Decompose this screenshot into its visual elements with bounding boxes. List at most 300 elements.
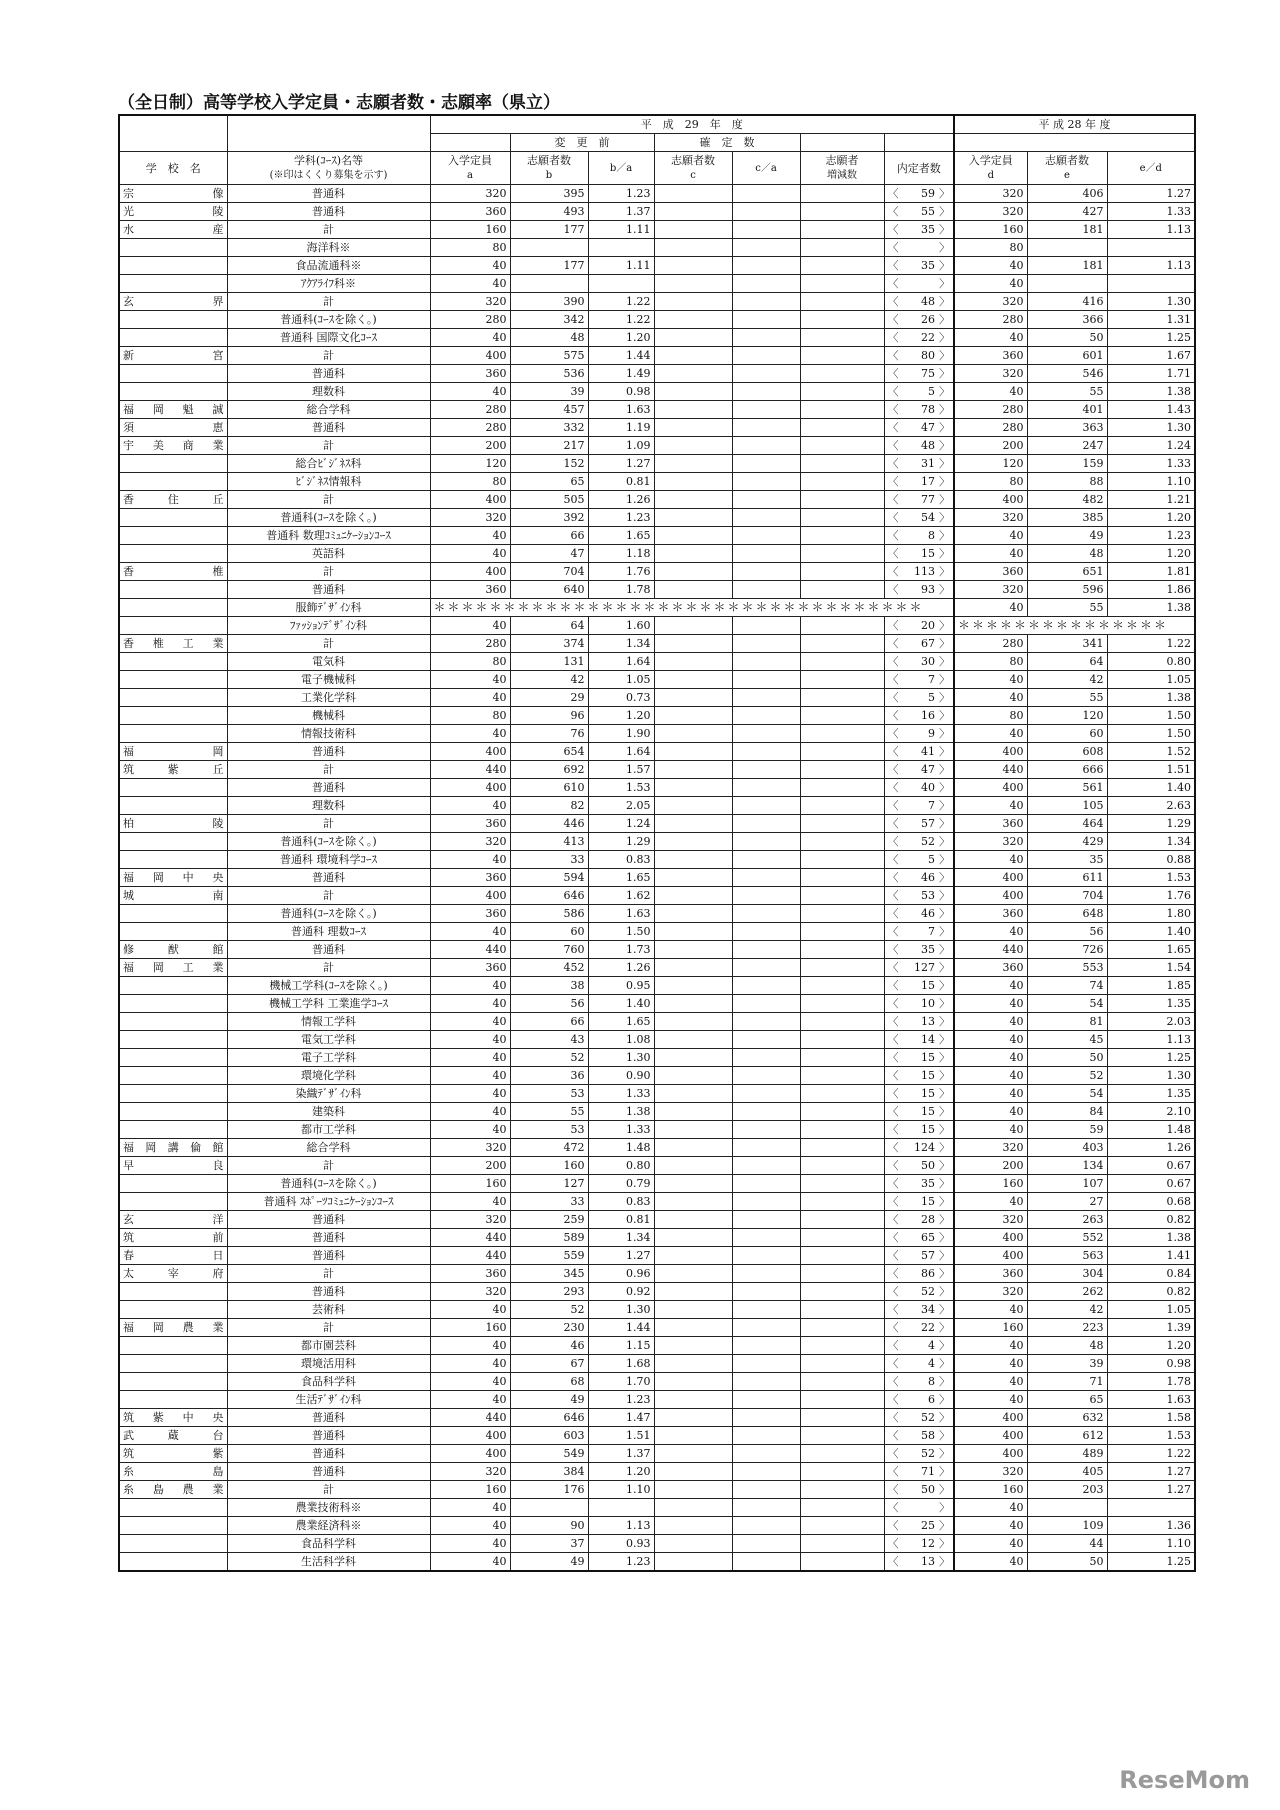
capacity-29: 40 bbox=[430, 1013, 510, 1031]
ratio-28: 1.20 bbox=[1107, 545, 1195, 563]
dept-name: 計 bbox=[227, 293, 430, 311]
dept-name: 普通科 bbox=[227, 1409, 430, 1427]
bracket-right: 〉 bbox=[939, 763, 951, 776]
bracket-right: 〉 bbox=[939, 457, 951, 470]
ratio-confirmed bbox=[732, 185, 800, 203]
capacity-29: 40 bbox=[430, 1067, 510, 1085]
capacity-29: 360 bbox=[430, 365, 510, 383]
bracket-left: 〈 bbox=[887, 1555, 899, 1568]
ratio-before: 0.73 bbox=[588, 689, 654, 707]
applicants-28: 223 bbox=[1027, 1319, 1107, 1337]
capacity-28: 160 bbox=[954, 1175, 1027, 1193]
ratio-before: 1.10 bbox=[588, 1481, 654, 1499]
applicants-diff bbox=[800, 419, 884, 437]
ratio-28: 1.05 bbox=[1107, 671, 1195, 689]
dept-name: 生活科学科 bbox=[227, 1553, 430, 1572]
applicants-before: 131 bbox=[510, 653, 588, 671]
applicants-before: 457 bbox=[510, 401, 588, 419]
bracket-left: 〈 bbox=[887, 583, 899, 596]
naitei-value: 58 bbox=[921, 1429, 936, 1442]
applicants-28: 482 bbox=[1027, 491, 1107, 509]
ratio-before: 0.83 bbox=[588, 1193, 654, 1211]
ratio-before: 0.92 bbox=[588, 1283, 654, 1301]
bracket-left: 〈 bbox=[887, 313, 899, 326]
dept-name: 普通科 ｽﾎﾟｰﾂｺﾐｭﾆｹｰｼｮﾝｺｰｽ bbox=[227, 1193, 430, 1211]
naitei-value: 8 bbox=[928, 529, 936, 542]
naitei-value: 15 bbox=[921, 1123, 936, 1136]
bracket-left: 〈 bbox=[887, 1501, 899, 1514]
ratio-28: 2.03 bbox=[1107, 1013, 1195, 1031]
naitei-count bbox=[884, 257, 954, 275]
applicants-before: 586 bbox=[510, 905, 588, 923]
table-row bbox=[119, 1301, 1195, 1319]
applicants-before: 82 bbox=[510, 797, 588, 815]
ratio-before: 1.48 bbox=[588, 1139, 654, 1157]
applicants-confirmed bbox=[654, 257, 732, 275]
ratio-28: 1.25 bbox=[1107, 329, 1195, 347]
ratio-confirmed bbox=[732, 563, 800, 581]
table-row bbox=[119, 977, 1195, 995]
ratio-28: 0.82 bbox=[1107, 1211, 1195, 1229]
capacity-29: 320 bbox=[430, 1139, 510, 1157]
applicants-diff bbox=[800, 347, 884, 365]
capacity-29: 40 bbox=[430, 1553, 510, 1572]
naitei-count bbox=[884, 1319, 954, 1337]
capacity-28: 40 bbox=[954, 1013, 1027, 1031]
ratio-before: 1.37 bbox=[588, 1445, 654, 1463]
capacity-28: 320 bbox=[954, 365, 1027, 383]
bracket-right: 〉 bbox=[939, 925, 951, 938]
applicants-28: 50 bbox=[1027, 1049, 1107, 1067]
capacity-28: 400 bbox=[954, 1445, 1027, 1463]
header-blank-28 bbox=[954, 134, 1195, 152]
header-ratio-before: b／a bbox=[588, 152, 654, 185]
bracket-left: 〈 bbox=[887, 925, 899, 938]
dept-name: 電気科 bbox=[227, 653, 430, 671]
applicants-before: 594 bbox=[510, 869, 588, 887]
bracket-left: 〈 bbox=[887, 421, 899, 434]
applicants-28: 84 bbox=[1027, 1103, 1107, 1121]
naitei-count bbox=[884, 1409, 954, 1427]
dept-name: 普通科 bbox=[227, 941, 430, 959]
ratio-28: 1.22 bbox=[1107, 635, 1195, 653]
applicants-confirmed bbox=[654, 383, 732, 401]
bracket-left: 〈 bbox=[887, 1033, 899, 1046]
applicants-confirmed bbox=[654, 959, 732, 977]
applicants-28: 159 bbox=[1027, 455, 1107, 473]
applicants-28: 203 bbox=[1027, 1481, 1107, 1499]
table-row bbox=[119, 1283, 1195, 1301]
capacity-29: 360 bbox=[430, 815, 510, 833]
naitei-count bbox=[884, 1301, 954, 1319]
bracket-left: 〈 bbox=[887, 1411, 899, 1424]
ratio-confirmed bbox=[732, 797, 800, 815]
bracket-right: 〉 bbox=[939, 889, 951, 902]
ratio-confirmed bbox=[732, 257, 800, 275]
ratio-before: 1.64 bbox=[588, 653, 654, 671]
capacity-28: 320 bbox=[954, 509, 1027, 527]
table-row bbox=[119, 1427, 1195, 1445]
school-name-continued bbox=[119, 617, 227, 635]
applicants-before: 559 bbox=[510, 1247, 588, 1265]
ratio-confirmed bbox=[732, 581, 800, 599]
applicants-28: 107 bbox=[1027, 1175, 1107, 1193]
naitei-value: 12 bbox=[921, 1537, 936, 1550]
applicants-28: 363 bbox=[1027, 419, 1107, 437]
ratio-before: 1.34 bbox=[588, 1229, 654, 1247]
ratio-28: 1.13 bbox=[1107, 257, 1195, 275]
bracket-left: 〈 bbox=[887, 1051, 899, 1064]
applicants-28: 726 bbox=[1027, 941, 1107, 959]
naitei-count bbox=[884, 941, 954, 959]
table-row bbox=[119, 293, 1195, 311]
bracket-left: 〈 bbox=[887, 781, 899, 794]
bracket-right: 〉 bbox=[939, 1087, 951, 1100]
bracket-left: 〈 bbox=[887, 1213, 899, 1226]
applicants-diff bbox=[800, 1175, 884, 1193]
naitei-value: 47 bbox=[921, 421, 936, 434]
naitei-value: 22 bbox=[921, 1321, 936, 1334]
bracket-right: 〉 bbox=[939, 1447, 951, 1460]
school-name-continued bbox=[119, 1373, 227, 1391]
applicants-diff bbox=[800, 545, 884, 563]
ratio-28: 0.84 bbox=[1107, 1265, 1195, 1283]
applicants-confirmed bbox=[654, 1463, 732, 1481]
bracket-left: 〈 bbox=[887, 655, 899, 668]
capacity-29: 40 bbox=[430, 1535, 510, 1553]
bracket-right: 〉 bbox=[939, 1051, 951, 1064]
school-name-continued bbox=[119, 995, 227, 1013]
ratio-28: 1.40 bbox=[1107, 923, 1195, 941]
naitei-value: 15 bbox=[921, 547, 936, 560]
dept-name: 普通科 bbox=[227, 779, 430, 797]
ratio-confirmed bbox=[732, 1409, 800, 1427]
school-name-continued bbox=[119, 1301, 227, 1319]
bracket-left: 〈 bbox=[887, 187, 899, 200]
bracket-left: 〈 bbox=[887, 1483, 899, 1496]
applicants-28: 49 bbox=[1027, 527, 1107, 545]
naitei-value: 71 bbox=[921, 1465, 936, 1478]
bracket-right: 〉 bbox=[939, 1231, 951, 1244]
naitei-value: 15 bbox=[921, 1051, 936, 1064]
bracket-left: 〈 bbox=[887, 1321, 899, 1334]
naitei-value: 57 bbox=[921, 817, 936, 830]
applicants-diff bbox=[800, 617, 884, 635]
ratio-before: 1.30 bbox=[588, 1049, 654, 1067]
applicants-28: 429 bbox=[1027, 833, 1107, 851]
ratio-before: 1.65 bbox=[588, 1013, 654, 1031]
applicants-28: 50 bbox=[1027, 329, 1107, 347]
capacity-28: 40 bbox=[954, 275, 1027, 293]
school-name: 香椎工業 bbox=[119, 635, 227, 653]
header-dept-label: 学科(ｺｰｽ)名等 (※印はくくり募集を示す) bbox=[227, 152, 430, 185]
ratio-before: 0.83 bbox=[588, 851, 654, 869]
applicants-before: 392 bbox=[510, 509, 588, 527]
ratio-before: 1.50 bbox=[588, 923, 654, 941]
dept-name: ﾌｧｯｼｮﾝﾃﾞｻﾞｲﾝ科 bbox=[227, 617, 430, 635]
dept-name: 普通科 bbox=[227, 1445, 430, 1463]
table-row bbox=[119, 1067, 1195, 1085]
applicants-confirmed bbox=[654, 491, 732, 509]
bracket-right: 〉 bbox=[939, 313, 951, 326]
dept-name: 計 bbox=[227, 347, 430, 365]
naitei-count bbox=[884, 329, 954, 347]
capacity-29: 440 bbox=[430, 761, 510, 779]
naitei-count bbox=[884, 1049, 954, 1067]
naitei-value: 9 bbox=[928, 727, 936, 740]
header-school bbox=[119, 115, 227, 152]
naitei-value: 8 bbox=[928, 1375, 936, 1388]
applicants-diff bbox=[800, 275, 884, 293]
ratio-confirmed bbox=[732, 1013, 800, 1031]
applicants-diff bbox=[800, 995, 884, 1013]
table-row bbox=[119, 275, 1195, 293]
applicants-28: 563 bbox=[1027, 1247, 1107, 1265]
dept-name: 計 bbox=[227, 491, 430, 509]
applicants-diff bbox=[800, 1157, 884, 1175]
applicants-confirmed bbox=[654, 1283, 732, 1301]
ratio-28: 1.25 bbox=[1107, 1553, 1195, 1572]
school-name: 福岡魁誠 bbox=[119, 401, 227, 419]
naitei-value: 5 bbox=[928, 691, 936, 704]
ratio-before: 1.33 bbox=[588, 1085, 654, 1103]
applicants-confirmed bbox=[654, 581, 732, 599]
capacity-29: 160 bbox=[430, 1175, 510, 1193]
ratio-28: 1.81 bbox=[1107, 563, 1195, 581]
ratio-confirmed bbox=[732, 491, 800, 509]
ratio-before: 1.78 bbox=[588, 581, 654, 599]
applicants-confirmed bbox=[654, 203, 732, 221]
ratio-before bbox=[588, 1499, 654, 1517]
capacity-28: 360 bbox=[954, 959, 1027, 977]
bracket-left: 〈 bbox=[887, 1447, 899, 1460]
applicants-diff bbox=[800, 959, 884, 977]
ratio-28: 1.23 bbox=[1107, 527, 1195, 545]
applicants-diff bbox=[800, 1283, 884, 1301]
ratio-before: 0.96 bbox=[588, 1265, 654, 1283]
bracket-left: 〈 bbox=[887, 727, 899, 740]
ratio-confirmed bbox=[732, 905, 800, 923]
naitei-value: 7 bbox=[928, 925, 936, 938]
bracket-right: 〉 bbox=[939, 1357, 951, 1370]
capacity-28: 400 bbox=[954, 887, 1027, 905]
applicants-28: 81 bbox=[1027, 1013, 1107, 1031]
ratio-before: 0.95 bbox=[588, 977, 654, 995]
ratio-confirmed bbox=[732, 1085, 800, 1103]
dept-name: 情報技術科 bbox=[227, 725, 430, 743]
applicants-diff bbox=[800, 1373, 884, 1391]
naitei-count bbox=[884, 1067, 954, 1085]
ratio-28: 1.29 bbox=[1107, 815, 1195, 833]
school-name-continued bbox=[119, 509, 227, 527]
dept-name: 電子機械科 bbox=[227, 671, 430, 689]
ratio-before: 1.27 bbox=[588, 455, 654, 473]
ratio-28: 1.67 bbox=[1107, 347, 1195, 365]
applicants-before: 493 bbox=[510, 203, 588, 221]
bracket-right: 〉 bbox=[939, 979, 951, 992]
ratio-before: 1.22 bbox=[588, 293, 654, 311]
applicants-28: 55 bbox=[1027, 383, 1107, 401]
bracket-left: 〈 bbox=[887, 349, 899, 362]
applicants-confirmed bbox=[654, 779, 732, 797]
naitei-count bbox=[884, 347, 954, 365]
applicants-before: 217 bbox=[510, 437, 588, 455]
table-row bbox=[119, 545, 1195, 563]
bracket-right: 〉 bbox=[939, 223, 951, 236]
naitei-value: 65 bbox=[921, 1231, 936, 1244]
applicants-confirmed bbox=[654, 545, 732, 563]
applicants-28: 406 bbox=[1027, 185, 1107, 203]
capacity-29: 40 bbox=[430, 527, 510, 545]
table-row bbox=[119, 1391, 1195, 1409]
dept-name: 英語科 bbox=[227, 545, 430, 563]
applicants-confirmed bbox=[654, 923, 732, 941]
dept-name: 生活ﾃﾞｻﾞｲﾝ科 bbox=[227, 1391, 430, 1409]
applicants-confirmed bbox=[654, 275, 732, 293]
bracket-left: 〈 bbox=[887, 457, 899, 470]
bracket-right: 〉 bbox=[939, 853, 951, 866]
school-name-continued bbox=[119, 779, 227, 797]
capacity-29: 440 bbox=[430, 941, 510, 959]
capacity-28: 40 bbox=[954, 527, 1027, 545]
naitei-count bbox=[884, 725, 954, 743]
applicants-diff bbox=[800, 941, 884, 959]
dept-name: 都市園芸科 bbox=[227, 1337, 430, 1355]
bracket-left: 〈 bbox=[887, 763, 899, 776]
applicants-confirmed bbox=[654, 1481, 732, 1499]
ratio-confirmed bbox=[732, 1463, 800, 1481]
bracket-left: 〈 bbox=[887, 205, 899, 218]
ratio-28: 1.20 bbox=[1107, 1337, 1195, 1355]
applicants-before: 230 bbox=[510, 1319, 588, 1337]
bracket-right: 〉 bbox=[939, 691, 951, 704]
ratio-confirmed bbox=[732, 1193, 800, 1211]
ratio-28: 1.40 bbox=[1107, 779, 1195, 797]
ratio-before: 1.70 bbox=[588, 1373, 654, 1391]
dept-name: ﾋﾞｼﾞﾈｽ情報科 bbox=[227, 473, 430, 491]
ratio-confirmed bbox=[732, 221, 800, 239]
ratio-before: 1.65 bbox=[588, 527, 654, 545]
applicants-confirmed bbox=[654, 1121, 732, 1139]
dept-name: 理数科 bbox=[227, 797, 430, 815]
naitei-count bbox=[884, 1535, 954, 1553]
ratio-28: 1.80 bbox=[1107, 905, 1195, 923]
bracket-left: 〈 bbox=[887, 403, 899, 416]
bracket-left: 〈 bbox=[887, 493, 899, 506]
table-row bbox=[119, 1013, 1195, 1031]
table-row bbox=[119, 1247, 1195, 1265]
ratio-before: 1.63 bbox=[588, 401, 654, 419]
applicants-diff bbox=[800, 221, 884, 239]
table-row bbox=[119, 1481, 1195, 1499]
ratio-before: 1.44 bbox=[588, 1319, 654, 1337]
ratio-confirmed bbox=[732, 1247, 800, 1265]
applicants-28: 42 bbox=[1027, 671, 1107, 689]
applicants-28: 35 bbox=[1027, 851, 1107, 869]
capacity-28: 80 bbox=[954, 239, 1027, 257]
applicants-before: 160 bbox=[510, 1157, 588, 1175]
naitei-value: 48 bbox=[921, 439, 936, 452]
applicants-before: 646 bbox=[510, 887, 588, 905]
bracket-left: 〈 bbox=[887, 1087, 899, 1100]
naitei-count bbox=[884, 1193, 954, 1211]
capacity-28: 40 bbox=[954, 689, 1027, 707]
applicants-28: 611 bbox=[1027, 869, 1107, 887]
ratio-confirmed bbox=[732, 779, 800, 797]
naitei-value: 50 bbox=[921, 1159, 936, 1172]
ratio-before: 1.15 bbox=[588, 1337, 654, 1355]
applicants-confirmed bbox=[654, 1211, 732, 1229]
table-row bbox=[119, 1175, 1195, 1193]
header-confirmed: 確 定 数 bbox=[654, 134, 800, 152]
table-row bbox=[119, 1535, 1195, 1553]
header-capacity-29: 入学定員 a bbox=[430, 152, 510, 185]
applicants-confirmed bbox=[654, 1175, 732, 1193]
bracket-right: 〉 bbox=[939, 1483, 951, 1496]
capacity-28: 280 bbox=[954, 311, 1027, 329]
capacity-29: 40 bbox=[430, 545, 510, 563]
applicants-diff bbox=[800, 1013, 884, 1031]
header-ratio-confirmed: c／a bbox=[732, 152, 800, 185]
naitei-count bbox=[884, 1481, 954, 1499]
dept-name: 普通科 bbox=[227, 743, 430, 761]
capacity-28: 320 bbox=[954, 293, 1027, 311]
bracket-left: 〈 bbox=[887, 1357, 899, 1370]
applicants-diff bbox=[800, 1535, 884, 1553]
applicants-confirmed bbox=[654, 1391, 732, 1409]
naitei-count bbox=[884, 1103, 954, 1121]
header-blank-naitei bbox=[884, 134, 954, 152]
applicants-diff bbox=[800, 1355, 884, 1373]
naitei-count bbox=[884, 1157, 954, 1175]
table-row bbox=[119, 203, 1195, 221]
school-name: 春日 bbox=[119, 1247, 227, 1265]
naitei-count bbox=[884, 203, 954, 221]
applicants-before: 37 bbox=[510, 1535, 588, 1553]
capacity-29: 120 bbox=[430, 455, 510, 473]
applicants-28: 704 bbox=[1027, 887, 1107, 905]
header-ratio-28: e／d bbox=[1107, 152, 1195, 185]
capacity-28: 160 bbox=[954, 1319, 1027, 1337]
applicants-diff bbox=[800, 1229, 884, 1247]
applicants-before: 413 bbox=[510, 833, 588, 851]
school-name-continued bbox=[119, 851, 227, 869]
naitei-value: 22 bbox=[921, 331, 936, 344]
dept-name: 服飾ﾃﾞｻﾞｲﾝ科 bbox=[227, 599, 430, 617]
applicants-before: 66 bbox=[510, 1013, 588, 1031]
table-row bbox=[119, 419, 1195, 437]
bracket-right: 〉 bbox=[939, 835, 951, 848]
naitei-value: 4 bbox=[928, 1357, 936, 1370]
school-name: 早良 bbox=[119, 1157, 227, 1175]
capacity-29: 40 bbox=[430, 1193, 510, 1211]
ratio-28: 1.30 bbox=[1107, 1067, 1195, 1085]
naitei-count bbox=[884, 473, 954, 491]
ratio-confirmed bbox=[732, 1211, 800, 1229]
ratio-confirmed bbox=[732, 1229, 800, 1247]
applicants-diff bbox=[800, 1139, 884, 1157]
naitei-count bbox=[884, 545, 954, 563]
ratio-before: 1.51 bbox=[588, 1427, 654, 1445]
bracket-right: 〉 bbox=[939, 1033, 951, 1046]
ratio-before: 1.33 bbox=[588, 1121, 654, 1139]
table-row bbox=[119, 1355, 1195, 1373]
ratio-28 bbox=[1107, 275, 1195, 293]
school-name: 筑紫 bbox=[119, 1445, 227, 1463]
ratio-before: 1.38 bbox=[588, 1103, 654, 1121]
bracket-left: 〈 bbox=[887, 1105, 899, 1118]
bracket-right: 〉 bbox=[939, 439, 951, 452]
